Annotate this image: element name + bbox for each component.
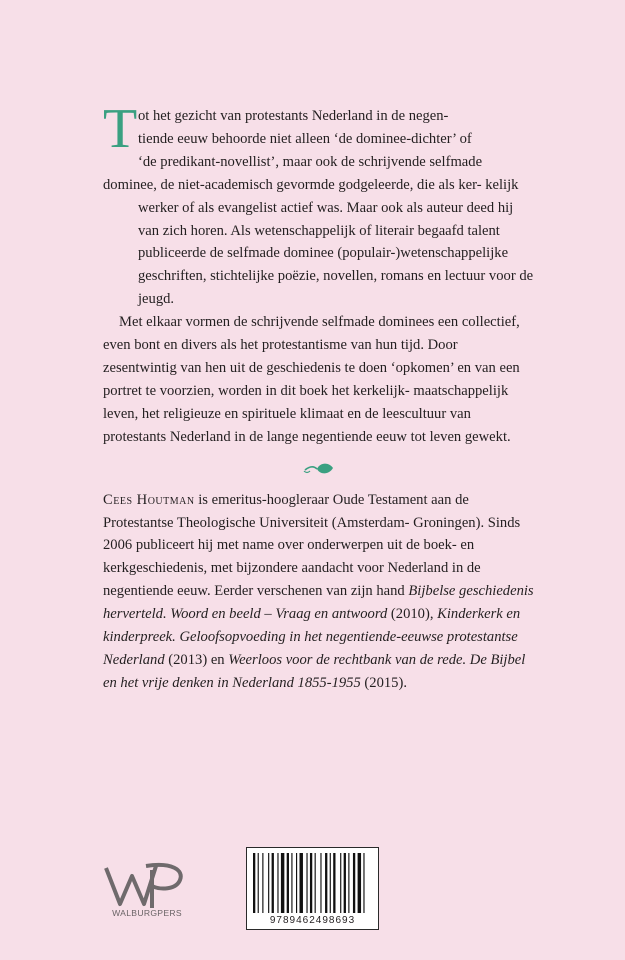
barcode-bars-icon	[247, 853, 378, 919]
leaf-ornament-icon	[103, 460, 535, 480]
author-name: Cees Houtman	[103, 491, 195, 508]
book-title-3: Weerloos voor de rechtbank van de rede. De Bijbel en het vrije denken in Nederland 1855-1955	[103, 651, 526, 691]
book-title-1: Bijbelse geschiedenis herverteld. Woord en beeld – Vraag en antwoord	[103, 583, 534, 623]
blurb-rest: dominee, de niet-academisch gevormde godgeleerde, die als ker- kelijk werker of als evangelist actief was. Maar ook als auteur deed hij van zich horen. Als wetenschappelijk of literair begaafd talent publiceerde de selfmade dominee (populair-)wetenschappelijke geschriften, stichtelijke poëzie, novellen, romans en lectuur voor de jeugd.	[103, 176, 534, 308]
author-bio: Cees Houtman is emeritus-hoogleraar Oude Testament aan de Protestantse Theologische Universiteit (Amsterdam- Groningen). Sinds 2006 publiceert hij met name over onderwerpen uit de boek- en kerkgeschiedenis, met bijzondere aandacht voor Nederland in de negentiende eeuw. Eerder verschenen van zijn hand Bijbelse geschiedenis herverteld. Woord en beeld – Vraag en antwoord (2010), Kinderkerk en kinderpreek. Geloofsopvoeding in het negentiende-eeuwse protestantse Nederland (2013) en Weerloos voor de rechtbank van de rede. De Bijbel en het vrije denken in Nederland 1855-1955 (2015).	[103, 491, 534, 691]
isbn-number: 9789462498693	[269, 915, 356, 926]
blurb-line-1: ot het gezicht van protestants Nederland in de negen-	[138, 108, 449, 124]
barcode	[246, 847, 379, 930]
blurb-paragraph-1	[103, 98, 535, 311]
blurb-line-3: ‘de predikant-novellist’, maar ook de schrijvende selfmade	[138, 153, 483, 170]
blurb-line-2: tiende eeuw behoorde niet alleen ‘de dominee-dichter’ of	[138, 130, 472, 147]
book-title-2: Kinderkerk en kinderpreek. Geloofsopvoeding in het negentiende-eeuwse protestantse Nederland	[103, 606, 521, 668]
blurb-paragraph-2: Met elkaar vormen de schrijvende selfmade dominees een collectief, even bont en divers als het protestantisme van hun tijd. Door zesentwintig van hen uit de geschiedenis te doen ‘opkomen’ en van een portret te voorzien, worden in dit boek het kerkelijk- maatschappelijk leven, het religieuze en spirituele klimaat en de leescultuur van protestants Nederland in de lange negentiende eeuw tot leven gewekt.	[103, 314, 520, 445]
cover-text	[103, 98, 535, 695]
publisher-name: WALBURGPERS	[112, 908, 182, 918]
drop-cap: T	[103, 98, 138, 160]
